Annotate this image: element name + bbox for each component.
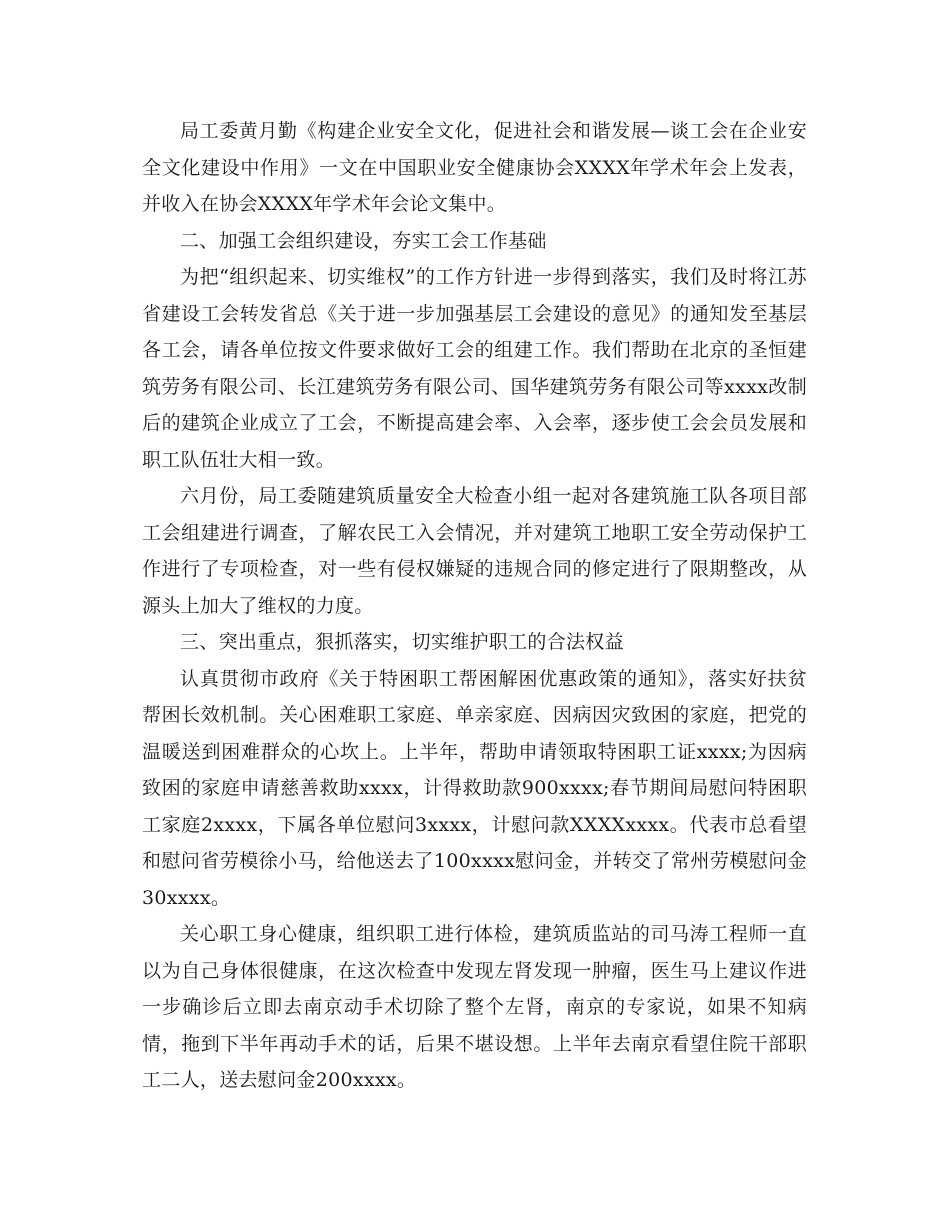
- document-body: [142, 113, 807, 1099]
- section-heading-rights: 三、突出重点，狠抓落实，切实维护职工的合法权益: [180, 631, 624, 653]
- paragraph-union-building: 为把“组织起来、切实维权”的工作方针进一步得到落实，我们及时将江苏省建设工会转发省总《关于进一步加强基层工会建设的意见》的通知发至基层各工会，请各单位按文件要求做好工会的组建工作。我们帮助在北京的圣恒建筑劳务有限公司、长江建筑劳务有限公司、国华建筑劳务有限公司等xxxx改制后的建筑企业成立了工会，不断提高建会率、入会率，逐步使工会会员发展和职工队伍壮大相一致。: [142, 266, 807, 471]
- section-heading-organization: 二、加强工会组织建设，夯实工会工作基础: [180, 229, 547, 252]
- paragraph-health-checkup: 关心职工身心健康，组织职工进行体检，建筑质监站的司马涛工程师一直以为自己身体很健康，在这次检查中发现左肾发现一肿瘤，医生马上建议作进一步确诊后立即去南京动手术切除了整个左肾，南京的专家说，如果不知病情，拖到下半年再动手术的话，后果不堪设想。上半年去南京看望住院干部职工二人，送去慰问金200xxxx。: [142, 923, 807, 1091]
- paragraph-poverty-relief: 认真贯彻市政府《关于特困职工帮困解困优惠政策的通知》，落实好扶贫帮困长效机制。关心困难职工家庭、单亲家庭、因病因灾致困的家庭，把党的温暖送到困难群众的心坎上。上半年，帮助申请领取特困职工证xxxx;为因病致困的家庭申请慈善救助xxxx，计得救助款900xxxx;春节期间局慰问特困职工家庭2xxxx，下属各单位慰问3xxxx，计慰问款XXXXxxxx。代表市总看望和慰问省劳模徐小马，给他送去了100xxxx慰问金，并转交了常州劳模慰问金30xxxx。: [142, 667, 807, 909]
- paragraph-june-inspection: 六月份，局工委随建筑质量安全大检查小组一起对各建筑施工队各项目部工会组建进行调查，了解农民工入会情况，并对建筑工地职工安全劳动保护工作进行了专项检查，对一些有侵权嫌疑的违规合同的修定进行了限期整改，从源头上加大了维权的力度。: [142, 485, 807, 617]
- paragraph-paper-publication: 局工委黄月勤《构建企业安全文化，促进社会和谐发展—谈工会在企业安全文化建设中作用》一文在中国职业安全健康协会XXXX年学术年会上发表，并收入在协会XXXX年学术年会论文集中。: [142, 120, 807, 215]
